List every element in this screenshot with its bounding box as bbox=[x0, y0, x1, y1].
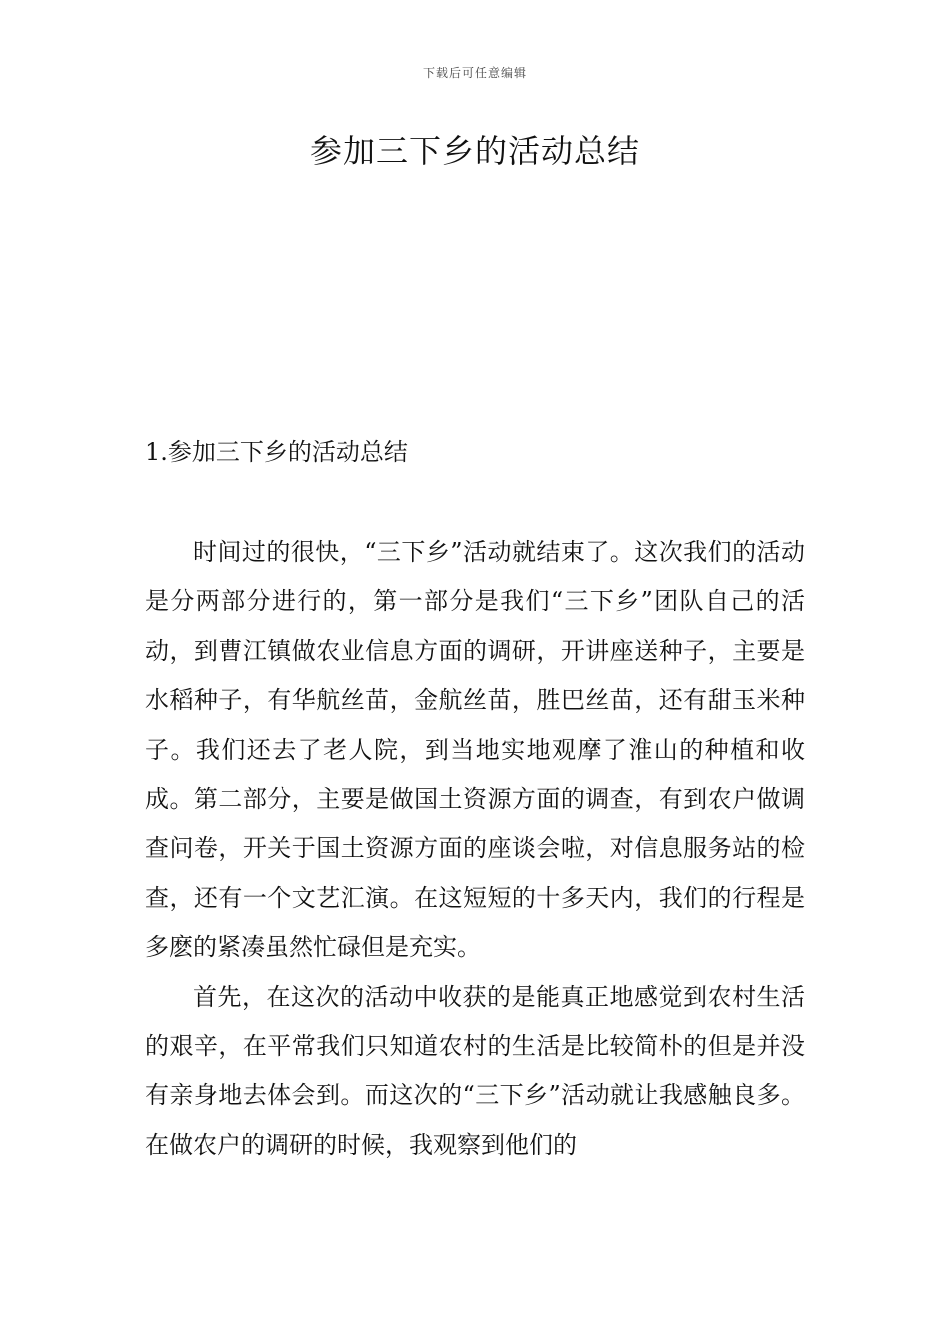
paragraph: 时间过的很快，“三下乡”活动就结束了。这次我们的活动是分两部分进行的，第一部分是我们“三下乡”团队自己的活动，到曹江镇做农业信息方面的调研，开讲座送种子，主要是水稻种子，有华航丝苗，金航丝苗，胜巴丝苗，还有甜玉米种子。我们还去了老人院，到当地实地观摩了淮山的种植和收成。第二部分，主要是做国土资源方面的调查，有到农户做调查问卷，开关于国土资源方面的座谈会啦，对信息服务站的检查，还有一个文艺汇演。在这短短的十多天内，我们的行程是多麽的紧凑虽然忙碌但是充实。 bbox=[145, 538, 805, 962]
paragraph: 首先，在这次的活动中收获的是能真正地感觉到农村生活的艰辛，在平常我们只知道农村的生活是比较简朴的但是并没有亲身地去体会到。而这次的“三下乡”活动就让我感触良多。在做农户的调研的时候，我观察到他们的 bbox=[145, 982, 805, 1159]
section-heading: 1.参加三下乡的活动总结 bbox=[145, 438, 408, 466]
header-note: 下载后可任意编辑 bbox=[422, 66, 527, 80]
document-title: 参加三下乡的活动总结 bbox=[309, 132, 640, 170]
document-body bbox=[145, 528, 805, 1170]
